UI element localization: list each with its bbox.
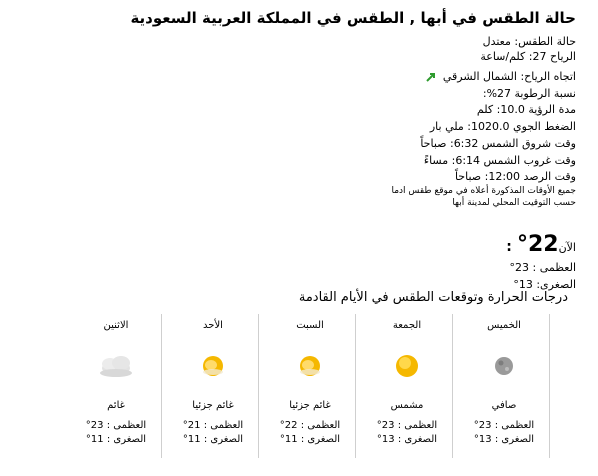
cloudy-icon [94,346,138,386]
now-label: الآن [558,241,576,254]
timezone-note-2: حسب التوقيت المحلي لمدينة أبها [452,198,576,208]
day-low: الصغرى : 11° [182,434,244,445]
day-condition: غائم جزئيا [289,400,331,411]
day-condition: مشمس [390,400,424,411]
day-high: العظمى : 23° [473,420,535,431]
day-condition: غائم [107,400,125,411]
current-condition: حالة الطقس: معتدل [482,35,576,48]
current-temperature [376,232,576,257]
sunrise-time: وقت شروق الشمس 6:32: صباحاً [420,137,576,150]
timezone-note-1: جميع الأوقات المذكورة أعلاه في موقع طقس ادما [391,186,576,196]
forecast-day [265,314,356,458]
sun-icon [387,346,427,386]
now-colon: : [506,239,512,255]
today-low: الصغرى: 13° [513,278,576,291]
forecast-day [71,314,162,458]
day-name: الجمعة [392,320,422,331]
observation-time: وقت الرصد 12:00: صباحاً [454,170,576,183]
day-low: الصغرى : 11° [85,434,147,445]
now-temp: 22° [516,232,559,257]
current-pressure: الضغط الجوي 1020.0: ملي بار [429,120,576,133]
forecast-day [459,314,550,458]
wind-direction: اتجاه الرياح: الشمال الشرقي [442,70,576,83]
day-condition: صافي [491,400,517,411]
day-high: العظمى : 22° [279,420,341,431]
day-name: الخميس [487,320,521,331]
day-low: الصغرى : 11° [279,434,341,445]
sunset-time: وقت غروب الشمس 6:14: مساءً [423,154,576,167]
day-condition: غائم جزئيا [192,400,234,411]
day-high: العظمى : 21° [182,420,244,431]
current-wind: الرياح 27: كلم/ساعة [480,50,576,63]
forecast-day [362,314,453,458]
wind-direction-row [76,70,576,83]
partly-cloudy-icon [290,346,330,386]
moon-icon [484,346,524,386]
wind-arrow-icon [426,72,436,82]
day-name: الاثنين [103,320,129,331]
forecast-days [72,314,550,464]
day-high: العظمى : 23° [376,420,438,431]
day-name: السبت [296,320,324,331]
today-high: العظمى : 23° [509,261,576,274]
forecast-title: درجات الحرارة وتوقعات الطقس في الأيام القادمة [298,290,568,305]
page-title: حالة الطقس في أبها , الطقس في المملكة العربية السعودية [130,9,576,27]
day-name: الأحد [203,320,223,331]
day-high: العظمى : 23° [85,420,147,431]
day-low: الصغرى : 13° [473,434,535,445]
forecast-day [168,314,259,458]
current-humidity: نسبة الرطوبة 27%: [482,87,576,100]
current-visibility: مدة الرؤية 10.0: كلم [476,103,576,116]
day-low: الصغرى : 13° [376,434,438,445]
partly-cloudy-icon [193,346,233,386]
